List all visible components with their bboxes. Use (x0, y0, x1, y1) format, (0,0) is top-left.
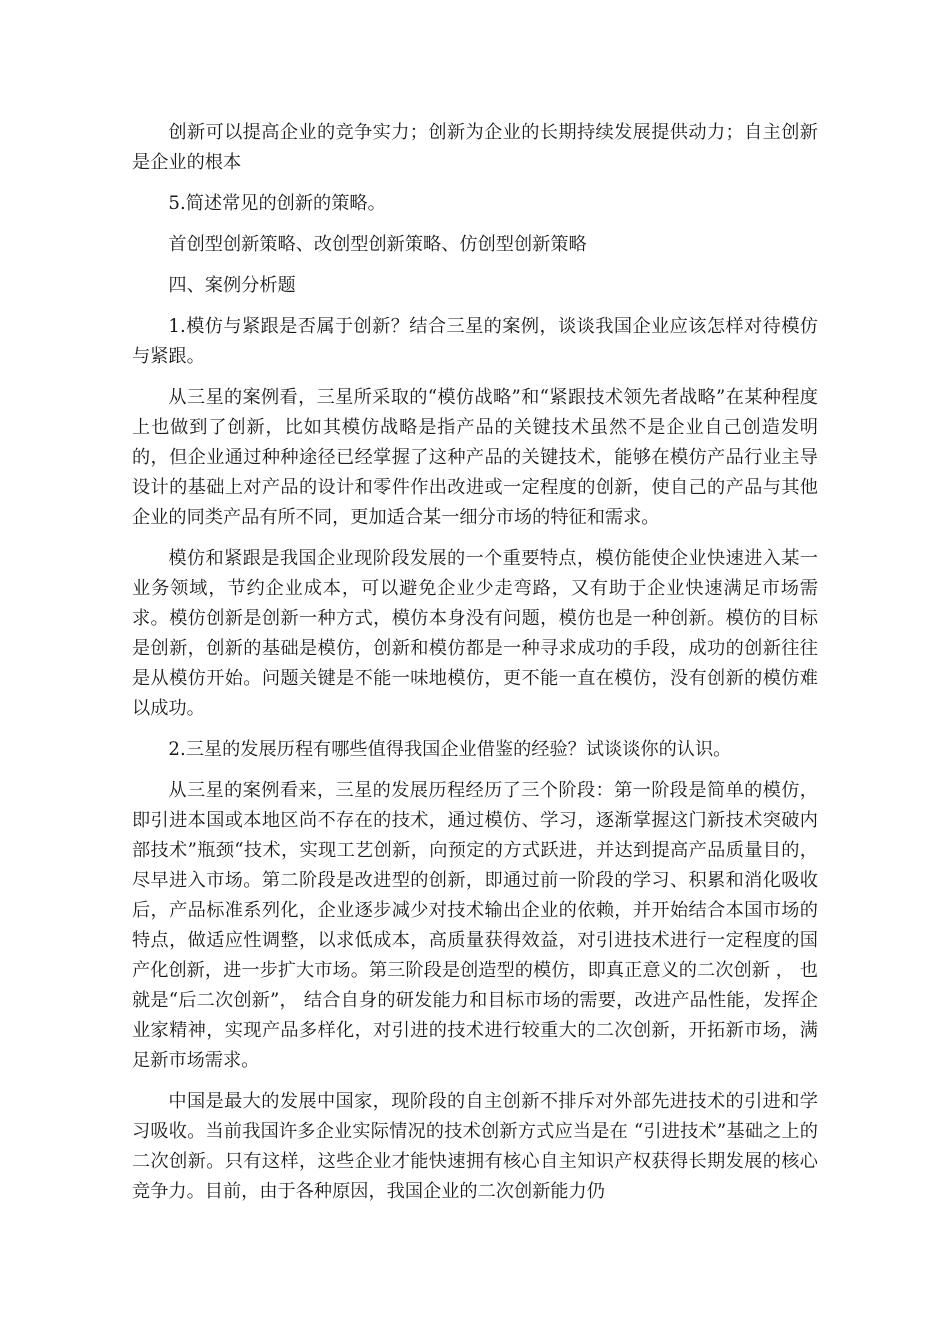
answer-paragraph-china-innovation: 中国是最大的发展中国家，现阶段的自主创新不排斥对外部先进技术的引进和学习吸收。当前我国许多企业实际情况的技术创新方式应当是在 “引进技术”基础之上的二次创新。只有这样，这些企业才能快速拥有核心自主知识产权获得长期发展的核心竞争力。目前，由于各种原因，我国企业的二次创新能力仍 (132, 1091, 818, 1202)
answer-paragraph-samsung-stages: 从三星的案例看来，三星的发展历程经历了三个阶段：第一阶段是简单的模仿，即引进本国或本地区尚不存在的技术，通过模仿、学习，逐渐掌握这门新技术突破内部技术”瓶颈“技术，实现工艺创新，向预定的方式跃进，并达到提高产品质量目的，尽早进入市场。第二阶段是改进型的创新，即通过前一阶段的学习、积累和消化吸收后，产品标准系列化，企业逐步减少对技术输出企业的依赖，并开始结合本国市场的特点，做适应性调整，以求低成本，高质量获得效益，对引进技术进行一定程度的国产化创新，进一步扩大市场。第三阶段是创造型的模仿，即真正意义的二次创新 ， 也就是“后二次创新”， 结合自身的研发能力和目标市场的需要，改进产品性能，发挥企业家精神，实现产品多样化，对引进的技术进行较重大的二次创新，开拓新市场，满足新市场需求。 (132, 780, 818, 1071)
case-question-2: 2.三星的发展历程有哪些值得我国企业借鉴的经验？试谈谈你的认识。 (168, 739, 732, 760)
question-5: 5.简述常见的创新的策略。 (168, 193, 386, 214)
answer-paragraph-samsung-imitation: 从三星的案例看，三星所采取的“模仿战略”和“紧跟技术领先者战略”在某种程度上也做到了创新，比如其模仿战略是指产品的关键技术虽然不是企业自己创造发明的，但企业通过种种途径已经掌握了这种产品的关键技术，能够在模仿产品行业主导设计的基础上对产品的设计和零件作出改进或一定程度的创新，使自己的产品与其他企业的同类产品有所不同，更加适合某一细分市场的特征和需求。 (132, 387, 818, 528)
answer-paragraph-imitation-follow: 模仿和紧跟是我国企业现阶段发展的一个重要特点，模仿能使企业快速进入某一业务领域，节约企业成本，可以避免企业少走弯路，又有助于企业快速满足市场需求。模仿创新是创新一种方式，模仿本身没有问题，模仿也是一种创新。模仿的目标是创新，创新的基础是模仿，创新和模仿都是一种寻求成功的手段，成功的创新往往是从模仿开始。问题关键是不能一味地模仿，更不能一直在模仿，没有创新的模仿难以成功。 (132, 548, 818, 719)
answer-paragraph-strategies: 首创型创新策略、改创型创新策略、仿创型创新策略 (168, 234, 587, 255)
case-question-1: 1.模仿与紧跟是否属于创新？结合三星的案例，谈谈我国企业应该怎样对待模仿与紧跟。 (132, 316, 818, 367)
section-heading-case-analysis: 四、案例分析题 (168, 275, 296, 296)
document-page (132, 118, 818, 1218)
answer-paragraph-innovation-importance: 创新可以提高企业的竞争实力；创新为企业的长期持续发展提供动力；自主创新是企业的根本 (132, 122, 818, 173)
